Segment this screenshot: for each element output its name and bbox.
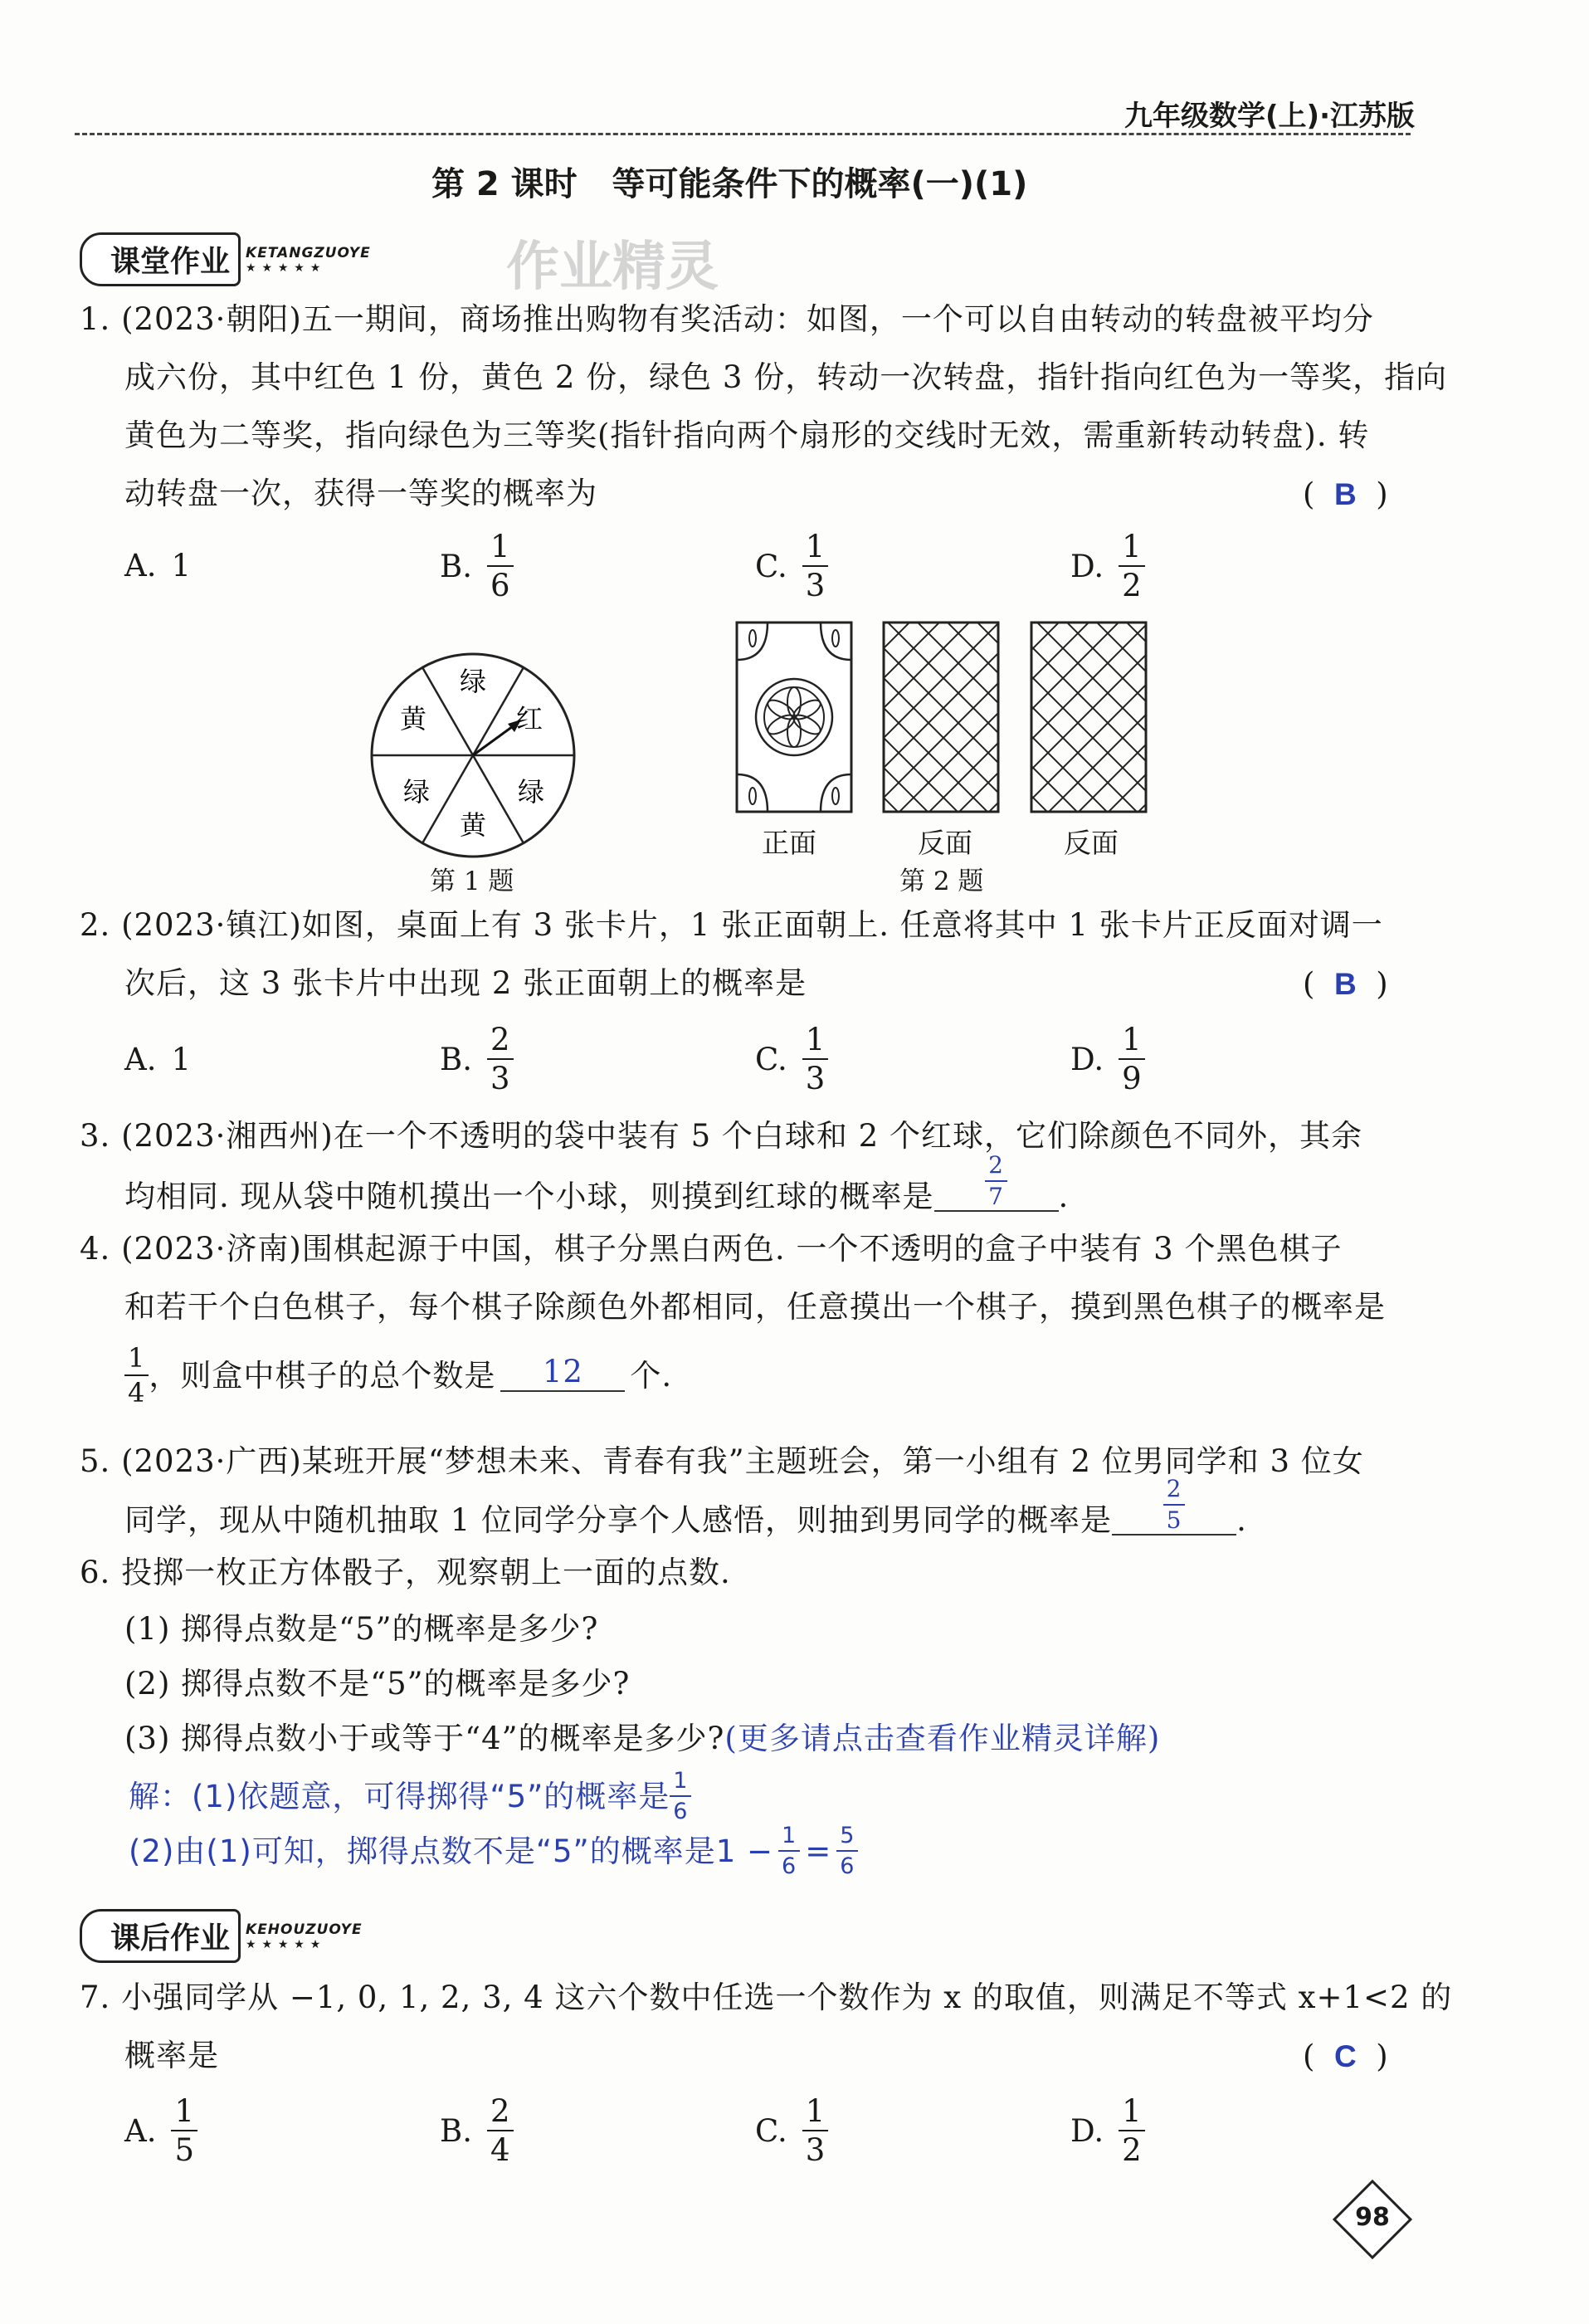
q7-option-a: A. $\frac{1}{5}$ [124, 2096, 197, 2165]
q1-option-b: B. $\frac{1}{6}$ [440, 531, 514, 601]
q7-answer: C [1333, 2039, 1357, 2073]
section-sub: KETANGZUOYE [246, 244, 371, 261]
q2-answer: B [1333, 967, 1357, 1001]
card-label-front: 正面 [762, 827, 816, 859]
figure1-caption: 第 1 题 [430, 867, 514, 896]
q7-option-b: B. $\frac{2}{4}$ [440, 2096, 514, 2165]
section-label: 课后作业 [80, 1909, 241, 1963]
q1-line-4: 动转盘一次，获得一等奖的概率为 [124, 476, 597, 511]
section-stars: ★ ★ ★ ★ ★ [246, 261, 322, 275]
sector-label-lower-right: 绿 [517, 776, 545, 808]
sector-label-red: 红 [515, 703, 543, 735]
q7-line-2: 概率是 [124, 2038, 219, 2073]
more-details-link[interactable]: (更多请点击查看作业精灵详解) [724, 1721, 1161, 1756]
watermark: 作业精灵 [506, 237, 719, 298]
q7-option-c: C. $\frac{1}{3}$ [755, 2096, 828, 2165]
q6-sub-1: (1) 掷得点数是“5”的概率是多少? [124, 1611, 599, 1647]
q1-option-a: A. 1 [124, 548, 192, 583]
card-label-back-2: 反面 [1064, 827, 1119, 859]
q2-line-1: 2. (2023·镇江)如图，桌面上有 3 张卡片，1 张正面朝上. 任意将其中 1 张卡片正反面对调一 [80, 907, 1383, 943]
q5-answer-blank: $\frac{2}{5}$ [1112, 1502, 1236, 1536]
sector-label-bottom: 黄 [459, 809, 487, 841]
card-front [737, 622, 851, 812]
q2-option-b: B. $\frac{2}{3}$ [440, 1024, 514, 1094]
q7-answer-bracket: ( C ) [1303, 2038, 1388, 2074]
section-sub: KEHOUZUOYE [246, 1921, 363, 1938]
q1-line-1: 1. (2023·朝阳)五一期间，商场推出购物有奖活动：如图，一个可以自由转动的转盘被平均分 [80, 301, 1374, 337]
q4-answer-blank: 12 [500, 1359, 625, 1392]
q4-line-2: 和若干个白色棋子，每个棋子除颜色外都相同，任意摸出一个棋子，摸到黑色棋子的概率是 [124, 1289, 1386, 1325]
q6-solution-2: (2)由(1)可知，掷得点数不是“5”的概率是1 − $\frac{1}{6}$ = $\frac{5}{6}$ [129, 1824, 858, 1877]
q2-line-2: 次后，这 3 张卡片中出现 2 张正面朝上的概率是 [124, 965, 807, 1001]
book-title: 九年级数学(上)·江苏版 [1124, 100, 1415, 133]
section-badge-after [80, 1909, 363, 1963]
q3-answer-blank: $\frac{2}{7}$ [934, 1179, 1059, 1212]
card-back-2 [1031, 622, 1146, 812]
card-label-back-1: 反面 [918, 827, 972, 859]
q1-answer: B [1333, 477, 1357, 511]
q1-option-c: C. $\frac{1}{3}$ [755, 531, 828, 601]
sector-label-upper-left: 黄 [399, 703, 427, 735]
q7-option-d: D. $\frac{1}{2}$ [1070, 2096, 1145, 2165]
q1-answer-bracket: ( B ) [1303, 476, 1388, 512]
q1-option-d: D. $\frac{1}{2}$ [1070, 531, 1145, 601]
lesson-title: 第 2 课时 等可能条件下的概率(一)(1) [431, 165, 1028, 203]
q3-line-1: 3. (2023·湘西州)在一个不透明的袋中装有 5 个白球和 2 个红球，它们除颜色不同外，其余 [80, 1118, 1362, 1154]
page-number: 98 [1355, 2203, 1390, 2232]
cards-figure [734, 618, 1166, 822]
q2-option-a: A. 1 [124, 1042, 192, 1077]
q5-line-1: 5. (2023·广西)某班开展“梦想未来、青春有我”主题班会，第一小组有 2 位男同学和 3 位女 [80, 1443, 1364, 1479]
q2-option-c: C. $\frac{1}{3}$ [755, 1024, 828, 1094]
figure2-caption: 第 2 题 [899, 867, 984, 896]
q5-line-2: 同学，现从中随机抽取 1 位同学分享个人感悟，则抽到男同学的概率是 $\frac{2}{5}$ . [124, 1475, 1247, 1538]
sector-label-top: 绿 [459, 666, 487, 697]
header-divider [75, 133, 1411, 135]
q2-answer-bracket: ( B ) [1303, 966, 1388, 1002]
q6-solution-1: 解：(1)依题意，可得掷得“5”的概率是 $\frac{1}{6}$ [129, 1770, 691, 1823]
spinner-figure [365, 647, 597, 863]
sector-label-lower-left: 绿 [402, 776, 431, 808]
q1-line-2: 成六份，其中红色 1 份，黄色 2 份，绿色 3 份，转动一次转盘，指针指向红色为一等奖，指向 [124, 359, 1448, 395]
q6-stem: 6. 投掷一枚正方体骰子，观察朝上一面的点数. [80, 1555, 731, 1590]
q6-sub-2: (2) 掷得点数不是“5”的概率是多少? [124, 1666, 631, 1702]
q7-line-1: 7. 小强同学从 −1, 0, 1, 2, 3, 4 这六个数中任选一个数作为 x 的取值，则满足不等式 x+1<2 的 [80, 1980, 1453, 2015]
q2-option-d: D. $\frac{1}{9}$ [1070, 1024, 1145, 1094]
q4-line-1: 4. (2023·济南)围棋起源于中国，棋子分黑白两色. 一个不透明的盒子中装有 3 个黑色棋子 [80, 1231, 1343, 1267]
q3-line-2: 均相同. 现从袋中随机摸出一个小球，则摸到红球的概率是 $\frac{2}{7}$ . [124, 1151, 1070, 1214]
section-stars: ★ ★ ★ ★ ★ [246, 1937, 322, 1951]
section-badge-class [80, 232, 371, 286]
q1-line-3: 黄色为二等奖，指向绿色为三等奖(指针指向两个扇形的交线时无效，需重新转动转盘). 转 [124, 417, 1370, 453]
q4-line-3: $\frac{1}{4}$ ，则盒中棋子的总个数是 12 个. [124, 1345, 672, 1406]
card-back-1 [884, 622, 998, 812]
q6-sub-3: (3) 掷得点数小于或等于“4”的概率是多少?(更多请点击查看作业精灵详解) [124, 1721, 1161, 1756]
section-label: 课堂作业 [80, 232, 241, 286]
